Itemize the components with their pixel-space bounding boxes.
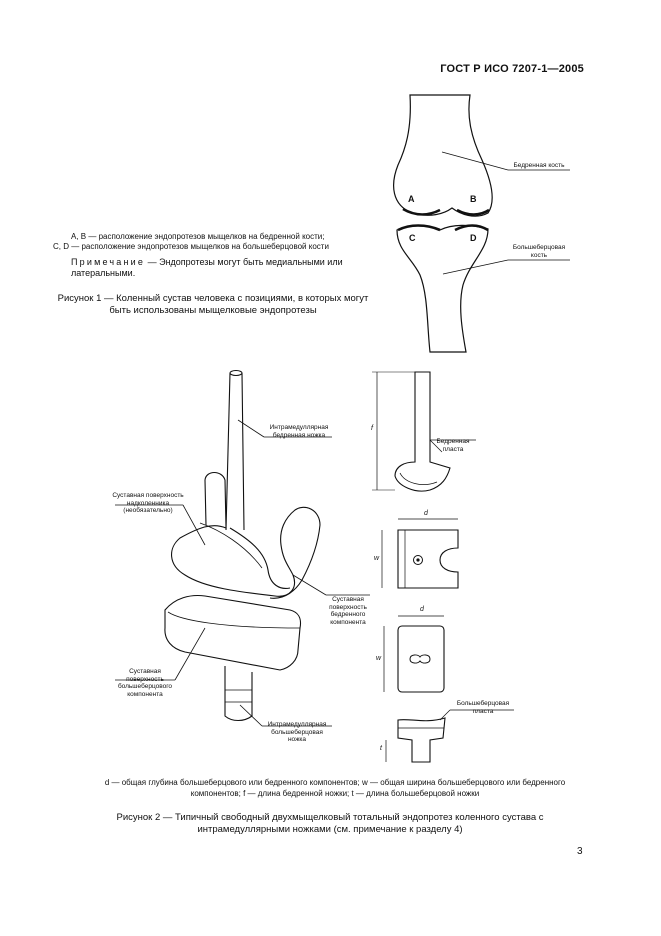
standard-header: ГОСТ Р ИСО 7207-1—2005 (440, 63, 584, 75)
femoral-stem (226, 373, 244, 530)
label-tibial-plate: Большеберцовая пласта (456, 700, 510, 715)
label-tibial-stem: Интрамедуллярная большеберцовая ножка (267, 721, 327, 743)
label-patellar-surface: Суставная поверхность надколенника (необязательно) (112, 492, 184, 514)
legend-ab: A, B — расположение эндопротезов мыщелков на бедренной кости; (71, 232, 325, 241)
dim-d-tibial: d (420, 606, 424, 613)
dim-w-femoral: w (374, 555, 380, 562)
figure2-legend: d — общая глубина большеберцового или бедренного компонентов; w — общая ширина большеберцового или бедренного компонентов; f — длина бедренной ножки; t — длина большеберцовой ножки (104, 778, 566, 798)
label-femur: Бедренная кость (513, 162, 565, 169)
label-femoral-stem: Интрамедуллярная бедренная ножка (269, 424, 329, 439)
letter-d: D (470, 233, 477, 243)
legend-cd: C, D — расположение эндопротезов мыщелков на большеберцовой кости (53, 242, 329, 251)
femoral-stem-top (230, 371, 242, 376)
tibial-insert (165, 596, 301, 670)
label-femoral-plate: Бедренная пласта (436, 438, 470, 453)
dim-f: f (371, 425, 373, 432)
note-word: Примечание (71, 257, 146, 267)
femoral-top-view (398, 530, 458, 588)
figure1-caption: Рисунок 1 — Коленный сустав человека с позициями, в которых могут быть использованы мыщелковые эндопротезы (57, 293, 369, 316)
tibial-top-view (398, 626, 444, 692)
note-text: — Эндопротезы могут быть медиальными или латеральными. (71, 257, 343, 278)
tibial-side-view (398, 718, 445, 762)
femoral-component (172, 473, 320, 599)
label-femoral-articular: Суставная поверхность бедренного компонента (329, 596, 367, 626)
femoral-side-view (395, 372, 450, 491)
letter-a: A (408, 194, 415, 204)
label-tibial-articular: Суставная поверхность большеберцового компонента (117, 668, 173, 698)
letter-c: C (409, 233, 416, 243)
figure2-caption: Рисунок 2 — Типичный свободный двухмыщелковый тотальный эндопротез коленного сустава с интрамедуллярными ножками (см. примечание к разделу 4) (116, 812, 544, 835)
dim-t: t (380, 745, 382, 752)
letter-b: B (470, 194, 477, 204)
dim-d-femoral: d (424, 510, 428, 517)
tibial-top-hole (410, 655, 430, 663)
dim-w-tibial: w (376, 655, 382, 662)
page-number: 3 (577, 846, 583, 857)
label-tibia: Большеберцовая кость (512, 244, 566, 259)
